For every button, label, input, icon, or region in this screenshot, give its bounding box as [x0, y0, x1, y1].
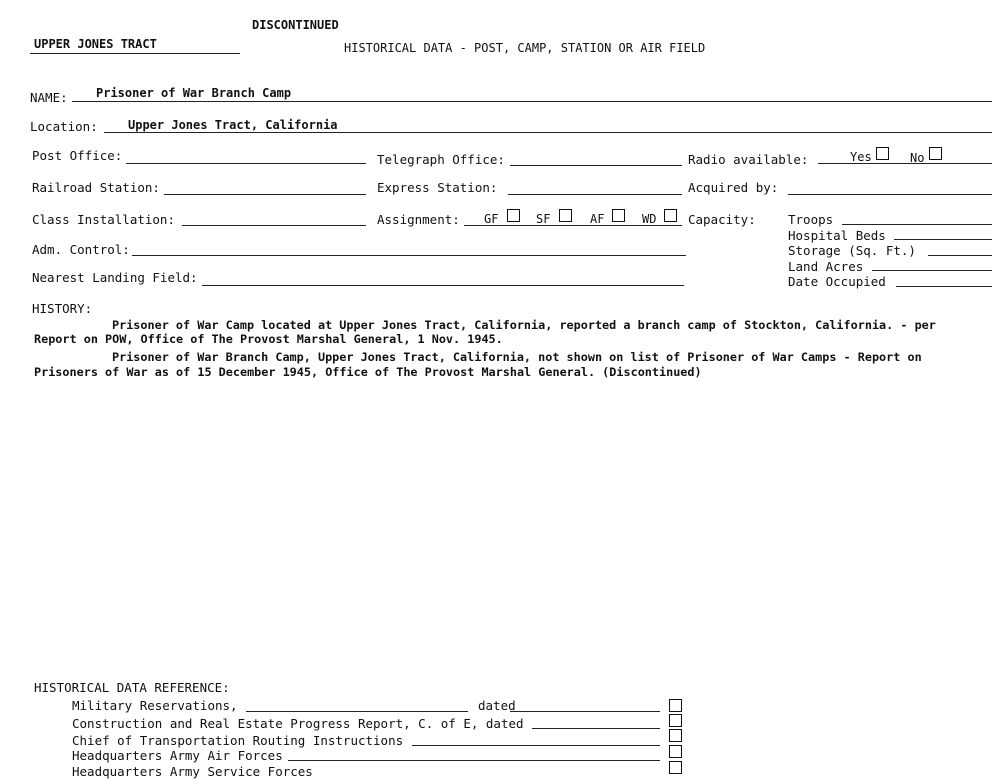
history-label: HISTORY:	[32, 301, 93, 316]
express-label: Express Station:	[377, 180, 498, 195]
af-label: AF	[590, 212, 605, 226]
telegraph-line	[510, 165, 682, 166]
reference-item-transportation: Chief of Transportation Routing Instructions	[72, 733, 404, 748]
name-label: NAME:	[30, 90, 68, 105]
history-p2-line1: Prisoner of War Branch Camp, Upper Jones Tract, California, not shown on list of Prisoner of War Camps - Report on	[112, 350, 922, 364]
troops-line	[842, 224, 992, 225]
discontinued-stamp: DISCONTINUED	[252, 18, 339, 32]
radio-label: Radio available:	[688, 152, 809, 167]
landing-field-line	[202, 285, 684, 286]
reference-checkbox-construction[interactable]	[669, 714, 682, 727]
history-p1-line1: Prisoner of War Camp located at Upper Jones Tract, California, reported a branch camp of Stockton, California. - per	[112, 318, 936, 332]
radio-yes-label: Yes	[850, 150, 872, 164]
adm-control-line	[132, 255, 686, 256]
reference-checkbox-military[interactable]	[669, 699, 682, 712]
history-p1-line2: Report on POW, Office of The Provost Marshal General, 1 Nov. 1945.	[34, 332, 503, 346]
af-checkbox[interactable]	[612, 209, 625, 222]
post-office-line	[126, 163, 366, 164]
name-line	[72, 101, 992, 102]
radio-no-label: No	[910, 151, 925, 165]
reference-checkbox-asf[interactable]	[669, 761, 682, 774]
hospital-beds-label: Hospital Beds	[788, 228, 886, 243]
reference-dated-line	[510, 711, 660, 712]
landing-field-label: Nearest Landing Field:	[32, 270, 198, 285]
location-label: Location:	[30, 119, 98, 134]
radio-yes-checkbox[interactable]	[876, 147, 889, 160]
telegraph-label: Telegraph Office:	[377, 152, 505, 167]
gf-checkbox[interactable]	[507, 209, 520, 222]
railroad-line	[164, 194, 366, 195]
tract-underline	[30, 53, 240, 54]
wd-label: WD	[642, 212, 657, 226]
post-office-label: Post Office:	[32, 148, 123, 163]
class-installation-label: Class Installation:	[32, 212, 175, 227]
form-title: HISTORICAL DATA - POST, CAMP, STATION OR AIR FIELD	[344, 41, 706, 55]
location-value: Upper Jones Tract, California	[128, 118, 338, 132]
wd-checkbox[interactable]	[664, 209, 677, 222]
express-line	[508, 194, 682, 195]
railroad-label: Railroad Station:	[32, 180, 160, 195]
sf-label: SF	[536, 212, 551, 226]
land-acres-line	[872, 270, 992, 271]
storage-line	[928, 255, 992, 256]
reference-checkbox-transportation[interactable]	[669, 729, 682, 742]
location-line	[104, 132, 992, 133]
assignment-label: Assignment:	[377, 212, 460, 227]
reference-military-line	[246, 711, 468, 712]
acquired-label: Acquired by:	[688, 180, 779, 195]
land-acres-label: Land Acres	[788, 259, 864, 274]
reference-item-asf: Headquarters Army Service Forces	[72, 764, 313, 779]
reference-item-military: Military Reservations,	[72, 698, 238, 713]
reference-transportation-line	[412, 745, 660, 746]
reference-item-aaf: Headquarters Army Air Forces	[72, 748, 283, 763]
reference-dated-label: dated	[478, 698, 516, 713]
reference-checkbox-aaf[interactable]	[669, 745, 682, 758]
class-installation-line	[182, 225, 366, 226]
history-p2-line2: Prisoners of War as of 15 December 1945, Office of The Provost Marshal General. (Discontinued)	[34, 365, 702, 379]
reference-item-construction: Construction and Real Estate Progress Report, C. of E, dated	[72, 716, 524, 731]
adm-control-label: Adm. Control:	[32, 242, 130, 257]
date-occupied-line	[896, 286, 992, 287]
name-value: Prisoner of War Branch Camp	[96, 86, 292, 100]
reference-construction-line	[532, 728, 660, 729]
sf-checkbox[interactable]	[559, 209, 572, 222]
troops-label: Troops	[788, 212, 834, 227]
date-occupied-label: Date Occupied	[788, 274, 886, 289]
acquired-line	[788, 194, 992, 195]
capacity-label: Capacity:	[688, 212, 756, 227]
reference-label: HISTORICAL DATA REFERENCE:	[34, 680, 230, 695]
storage-label: Storage (Sq. Ft.)	[788, 243, 916, 258]
tract-header: UPPER JONES TRACT	[34, 37, 157, 51]
radio-line	[818, 163, 992, 164]
gf-label: GF	[484, 212, 499, 226]
reference-aaf-line	[288, 760, 660, 761]
hospital-beds-line	[894, 239, 992, 240]
radio-no-checkbox[interactable]	[929, 147, 942, 160]
